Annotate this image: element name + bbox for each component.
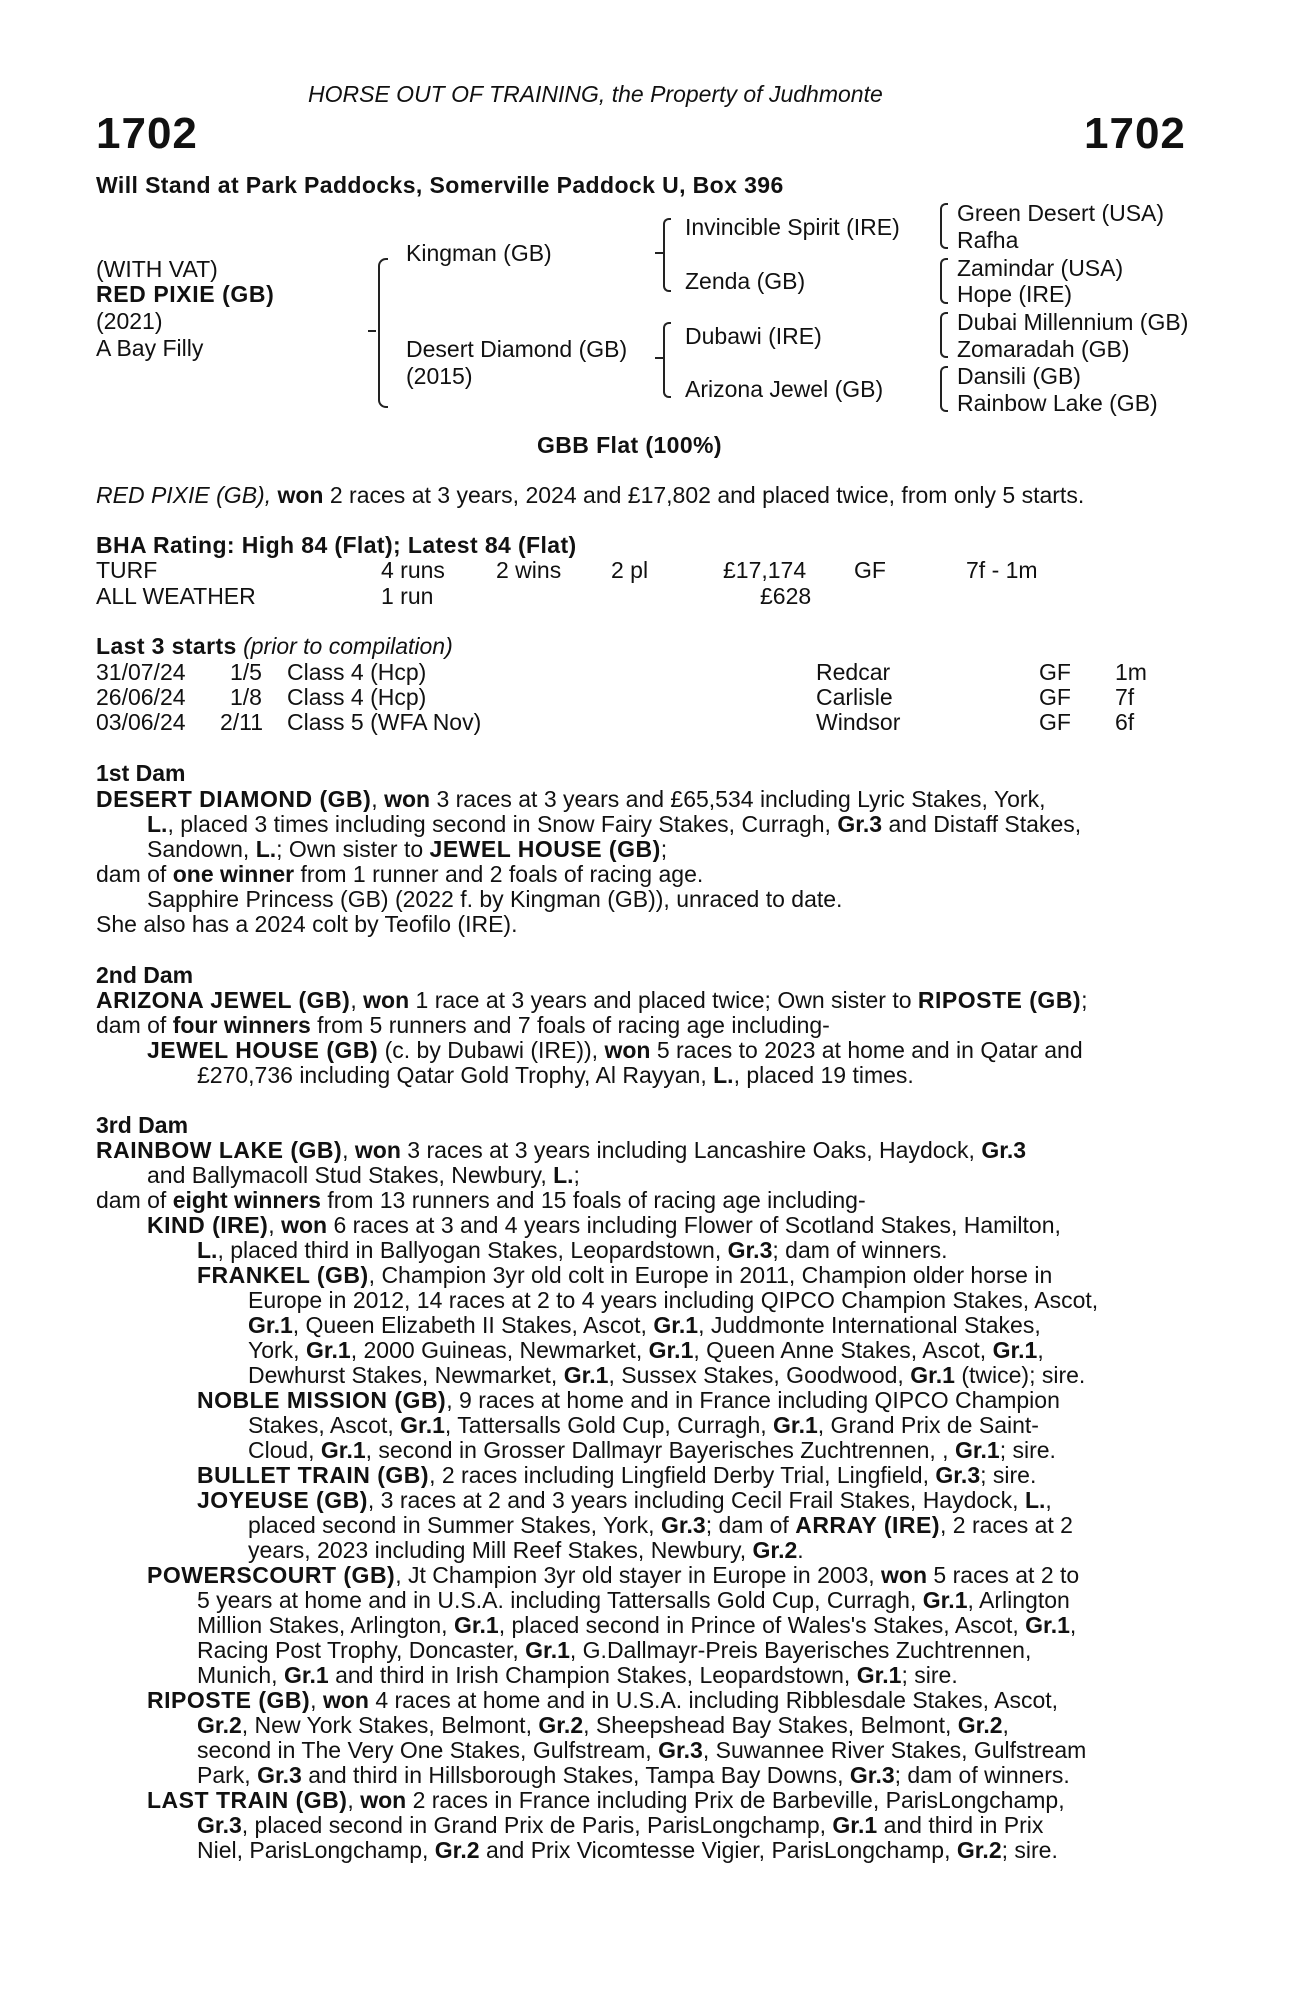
lot-number-left: 1702 — [96, 109, 198, 158]
first-dam-line-4: dam of one winner from 1 runner and 2 foals of racing age. — [96, 861, 704, 887]
third-dam-line: Cloud, Gr.1, second in Grosser Dallmayr Bayerisches Zuchtrennen, , Gr.1; sire. — [248, 1437, 1056, 1463]
pedigree-gen4-1: Green Desert (USA) — [957, 200, 1165, 226]
bha-rating: BHA Rating: High 84 (Flat); Latest 84 (Flat) — [96, 532, 577, 558]
pedigree-gen4-6: Zomaradah (GB) — [957, 336, 1130, 362]
second-dam-line-1: ARIZONA JEWEL (GB), won 1 race at 3 years and placed twice; Own sister to RIPOSTE (GB); — [96, 987, 1088, 1013]
first-dam-line-3: Sandown, L.; Own sister to JEWEL HOUSE (GB); — [147, 836, 668, 862]
pedigree-gen4-2: Rafha — [957, 227, 1019, 253]
first-dam-line-6: She also has a 2024 colt by Teofilo (IRE). — [96, 911, 518, 937]
third-dam-line: dam of eight winners from 13 runners and 15 foals of racing age including- — [96, 1187, 866, 1213]
third-dam-line: FRANKEL (GB), Champion 3yr old colt in Europe in 2011, Champion older horse in — [197, 1262, 1053, 1288]
third-dam-line: and Ballymacoll Stud Stakes, Newbury, L.; — [147, 1162, 580, 1188]
stand-location: Will Stand at Park Paddocks, Somerville Paddock U, Box 396 — [96, 172, 784, 198]
pedigree-gen4-7: Dansili (GB) — [957, 363, 1081, 389]
third-dam-line: RAINBOW LAKE (GB), won 3 races at 3 years including Lancashire Oaks, Haydock, Gr.3 — [96, 1137, 1027, 1163]
third-dam-line: L., placed third in Ballyogan Stakes, Leopardstown, Gr.3; dam of winners. — [197, 1237, 948, 1263]
third-dam-line: BULLET TRAIN (GB), 2 races including Lingfield Derby Trial, Lingfield, Gr.3; sire. — [197, 1462, 1037, 1488]
pedigree-gen3-1: Invincible Spirit (IRE) — [685, 214, 900, 240]
third-dam-line: JOYEUSE (GB), 3 races at 2 and 3 years including Cecil Frail Stakes, Haydock, L., — [197, 1487, 1052, 1513]
third-dam-line: placed second in Summer Stakes, York, Gr.3; dam of ARRAY (IRE), 2 races at 2 — [248, 1512, 1073, 1538]
first-dam-heading: 1st Dam — [96, 760, 186, 786]
pedigree-gen4-3: Zamindar (USA) — [957, 255, 1124, 281]
vat-note: (WITH VAT) — [96, 256, 218, 282]
pedigree-gen3-2: Zenda (GB) — [685, 268, 806, 294]
pedigree-brace-main — [378, 258, 388, 408]
pedigree-gen4-4: Hope (IRE) — [957, 281, 1073, 307]
third-dam-line: KIND (IRE), won 6 races at 3 and 4 years including Flower of Scotland Stakes, Hamilton, — [147, 1212, 1061, 1238]
third-dam-line: years, 2023 including Mill Reef Stakes, Newbury, Gr.2. — [248, 1537, 804, 1563]
first-dam-line-1: DESERT DIAMOND (GB), won 3 races at 3 years and £65,534 including Lyric Stakes, York, — [96, 786, 1046, 812]
gbb-status: GBB Flat (100%) — [537, 432, 722, 458]
third-dam-line: Gr.3, placed second in Grand Prix de Paris, ParisLongchamp, Gr.1 and third in Prix — [197, 1812, 1044, 1838]
horse-description: A Bay Filly — [96, 335, 204, 361]
third-dam-line: Racing Post Trophy, Doncaster, Gr.1, G.Dallmayr-Preis Bayerisches Zuchtrennen, — [197, 1637, 1032, 1663]
third-dam-line: Dewhurst Stakes, Newmarket, Gr.1, Sussex Stakes, Goodwood, Gr.1 (twice); sire. — [248, 1362, 1086, 1388]
pedigree-sire: Kingman (GB) — [406, 240, 552, 266]
pedigree-gen3-3: Dubawi (IRE) — [685, 323, 822, 349]
second-dam-line-3: JEWEL HOUSE (GB) (c. by Dubawi (IRE)), won 5 races to 2023 at home and in Qatar and — [147, 1037, 1083, 1063]
first-dam-line-5: Sapphire Princess (GB) (2022 f. by Kingman (GB)), unraced to date. — [147, 886, 843, 912]
third-dam-line: Niel, ParisLongchamp, Gr.2 and Prix Vicomtesse Vigier, ParisLongchamp, Gr.2; sire. — [197, 1837, 1058, 1863]
third-dam-line: NOBLE MISSION (GB), 9 races at home and in France including QIPCO Champion — [197, 1387, 1060, 1413]
third-dam-line: Park, Gr.3 and third in Hillsborough Stakes, Tampa Bay Downs, Gr.3; dam of winners. — [197, 1762, 1070, 1788]
third-dam-line: Stakes, Ascot, Gr.1, Tattersalls Gold Cup, Curragh, Gr.1, Grand Prix de Saint- — [248, 1412, 1039, 1438]
third-dam-line: Europe in 2012, 14 races at 2 to 4 years including QIPCO Champion Stakes, Ascot, — [248, 1287, 1099, 1313]
pedigree-dam: Desert Diamond (GB) — [406, 336, 628, 362]
race-summary: RED PIXIE (GB), won 2 races at 3 years, 2024 and £17,802 and placed twice, from only 5 starts. — [96, 482, 1085, 508]
third-dam-line: Gr.2, New York Stakes, Belmont, Gr.2, Sheepshead Bay Stakes, Belmont, Gr.2, — [197, 1712, 1009, 1738]
third-dam-line: Million Stakes, Arlington, Gr.1, placed second in Prince of Wales's Stakes, Ascot, Gr.1, — [197, 1612, 1077, 1638]
lot-number-right: 1702 — [1084, 109, 1186, 158]
pedigree-gen3-4: Arizona Jewel (GB) — [685, 376, 884, 402]
pedigree-gen4-5: Dubai Millennium (GB) — [957, 309, 1189, 335]
catalogue-header: HORSE OUT OF TRAINING, the Property of Judhmonte — [308, 81, 883, 107]
last-starts-heading: Last 3 starts (prior to compilation) — [96, 633, 453, 659]
pedigree-gen4-8: Rainbow Lake (GB) — [957, 390, 1158, 416]
horse-year: (2021) — [96, 308, 163, 334]
third-dam-line: 5 years at home and in U.S.A. including Tattersalls Gold Cup, Curragh, Gr.1, Arlington — [197, 1587, 1070, 1613]
second-dam-heading: 2nd Dam — [96, 962, 194, 988]
pedigree-dam-year: (2015) — [406, 363, 473, 389]
second-dam-line-2: dam of four winners from 5 runners and 7 foals of racing age including- — [96, 1012, 830, 1038]
third-dam-line: Munich, Gr.1 and third in Irish Champion Stakes, Leopardstown, Gr.1; sire. — [197, 1662, 958, 1688]
horse-name: RED PIXIE (GB) — [96, 281, 275, 307]
third-dam-line: LAST TRAIN (GB), won 2 races in France including Prix de Barbeville, ParisLongchamp, — [147, 1787, 1065, 1813]
third-dam-line: POWERSCOURT (GB), Jt Champion 3yr old stayer in Europe in 2003, won 5 races at 2 to — [147, 1562, 1080, 1588]
third-dam-line: RIPOSTE (GB), won 4 races at home and in U.S.A. including Ribblesdale Stakes, Ascot, — [147, 1687, 1059, 1713]
third-dam-line: Gr.1, Queen Elizabeth II Stakes, Ascot, Gr.1, Juddmonte International Stakes, — [248, 1312, 1041, 1338]
third-dam-heading: 3rd Dam — [96, 1112, 189, 1138]
first-dam-line-2: L., placed 3 times including second in Snow Fairy Stakes, Curragh, Gr.3 and Distaff Stakes, — [147, 811, 1082, 837]
second-dam-line-4: £270,736 including Qatar Gold Trophy, Al Rayyan, L., placed 19 times. — [197, 1062, 914, 1088]
third-dam-line: York, Gr.1, 2000 Guineas, Newmarket, Gr.1, Queen Anne Stakes, Ascot, Gr.1, — [248, 1337, 1044, 1363]
third-dam-line: second in The Very One Stakes, Gulfstream, Gr.3, Suwannee River Stakes, Gulfstream — [197, 1737, 1087, 1763]
